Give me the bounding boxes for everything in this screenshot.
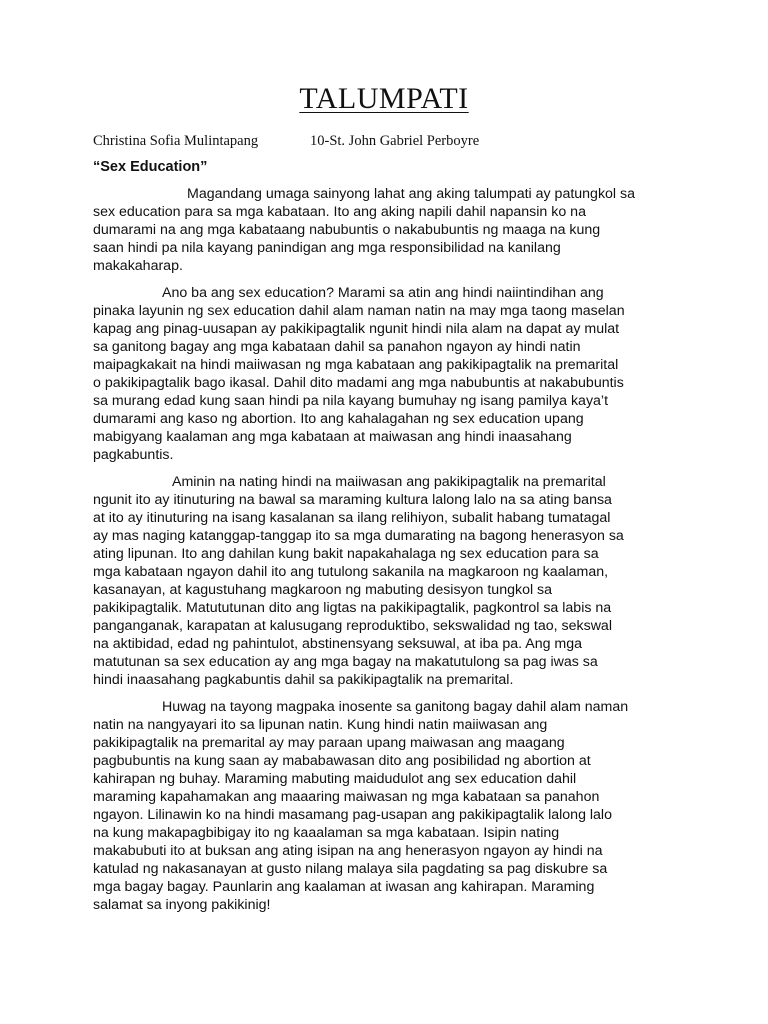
paragraph-line: at ito ay itinuturing na isang kasalanan sa ilang relihiyon, subalit habang tumatagal — [93, 510, 611, 526]
paragraph-line: pakikipagtalik na premarital ay may paraan upang maiwasan ang maagang — [93, 735, 565, 751]
speech-paragraph — [93, 185, 683, 275]
speech-subtitle: “Sex Education” — [93, 159, 208, 175]
speech-paragraph — [93, 698, 683, 914]
paragraph-line: panganganak, karapatan at kalusugang reproduktibo, sekswalidad ng tao, sekswal — [93, 618, 612, 634]
class-section: 10-St. John Gabriel Perboyre — [310, 133, 480, 149]
author-name: Christina Sofia Mulintapang — [93, 133, 259, 149]
paragraph-line: maraming kapahamakan ang maaaring maiwasan ng mga kabataan sa panahon — [93, 789, 600, 805]
paragraph-line: kahirapan ng buhay. Maraming mabuting maidudulot ang sex education dahil — [93, 771, 577, 787]
paragraph-line: pagkabuntis. — [93, 447, 174, 463]
paragraph-line: ay mas naging katanggap-tanggap ito sa mga dumarating na bagong henerasyon sa — [93, 528, 624, 544]
paragraph-line: maipagkakait na hindi maiiwasan ng mga kabataan ang pakikipagtalik na premarital — [93, 357, 619, 373]
paragraph-line: Huwag na tayong magpaka inosente sa ganitong bagay dahil alam naman — [162, 699, 629, 715]
paragraph-line: matutunan sa sex education ay ang mga bagay na makatutulong sa pag iwas sa — [93, 654, 598, 670]
byline — [93, 133, 480, 150]
paragraph-line: ngunit ito ay itinuturing na bawal sa maraming kultura lalong lalo na sa ating bansa — [93, 492, 612, 508]
paragraph-line: sa ganitong bagay ang mga kabataan dahil sa panahon ngayon ay hindi natin — [93, 339, 581, 355]
paragraph-line: pinaka layunin ng sex education dahil alam naman natin na may mga taong maselan — [93, 303, 625, 319]
paragraph-line: sex education para sa mga kabataan. Ito ang aking napili dahil napansin ko na — [93, 204, 586, 220]
paragraph-line: kasanayan, at kagustuhang magkaroon ng mabuting desisyon tungkol sa — [93, 582, 553, 598]
paragraph-line: ngayon. Lilinawin ko na hindi masamang pag-usapan ang pakikipagtalik lalong lalo — [93, 807, 612, 823]
paragraph-line: dumarami na ang mga kabataang nabubuntis o nakabubuntis ng maaga na kung — [93, 222, 601, 238]
speech-body — [93, 185, 683, 923]
paragraph-line: mga bagay bagay. Paunlarin ang kaalaman at iwasan ang kahirapan. Maraming — [93, 879, 595, 895]
paragraph-line: mga kabataan ngayon dahil ito ang tutulong sakanila na magkaroon ng kaalaman, — [93, 564, 609, 580]
paragraph-line: saan hindi pa nila kayang panindigan ang mga responsibilidad na kanilang — [93, 240, 561, 256]
paragraph-line: pakikipagtalik. Matututunan dito ang ligtas na pakikipagtalik, pagkontrol sa labis na — [93, 600, 612, 616]
paragraph-line: hindi inaasahang pagkabuntis dahil sa pakikipagtalik na premarital. — [93, 672, 514, 688]
paragraph-line: kapag ang pinag-uusapan ay pakikipagtalik ngunit hindi nila alam na dapat ay mulat — [93, 321, 620, 337]
paragraph-line: na kung makapagbibigay ito ng kaaalaman sa mga kabataan. Isipin nating — [93, 825, 560, 841]
speech-paragraph — [93, 284, 683, 464]
paragraph-line: mabigyang kaalaman ang mga kabataan at maiwasan ang hindi inaasahang — [93, 429, 572, 445]
document-title — [0, 82, 768, 116]
paragraph-line: pagbubuntis na kung saan ay mababawasan dito ang posibilidad ng abortion at — [93, 753, 591, 769]
paragraph-line: salamat sa inyong pakikinig! — [93, 897, 271, 913]
paragraph-line: makakaharap. — [93, 258, 183, 274]
paragraph-line: Magandang umaga sainyong lahat ang aking talumpati ay patungkol sa — [187, 186, 636, 202]
paragraph-line: natin na nangyayari ito sa lipunan natin. Kung hindi natin maiiwasan ang — [93, 717, 548, 733]
paragraph-line: na aktibidad, edad ng pahintulot, abstinensyang seksuwal, at iba pa. Ang mga — [93, 636, 583, 652]
paragraph-line: o pakikipagtalik bago ikasal. Dahil dito madami ang mga nabubuntis at nakabubuntis — [93, 375, 624, 391]
paragraph-line: katulad ng nakasanayan at gusto nilang malaya sila pagdating sa pag diskubre sa — [93, 861, 608, 877]
title-text: TALUMPATI — [299, 82, 469, 115]
paragraph-line: Aminin na nating hindi na maiiwasan ang pakikipagtalik na premarital — [172, 474, 606, 490]
speech-paragraph — [93, 473, 683, 689]
paragraph-line: Ano ba ang sex education? Marami sa atin ang hindi naiintindihan ang — [162, 285, 604, 301]
paragraph-line: dumarami ang kaso ng abortion. Ito ang kahalagahan ng sex education upang — [93, 411, 584, 427]
paragraph-line: sa murang edad kung saan hindi pa nila kayang bumuhay ng isang pamilya kaya’t — [93, 393, 609, 409]
paragraph-line: makabubuti ito at buksan ang ating isipan na ang henerasyon ngayon ay hindi na — [93, 843, 603, 859]
paragraph-line: ating lipunan. Ito ang dahilan kung bakit napakahalaga ng sex education para sa — [93, 546, 599, 562]
